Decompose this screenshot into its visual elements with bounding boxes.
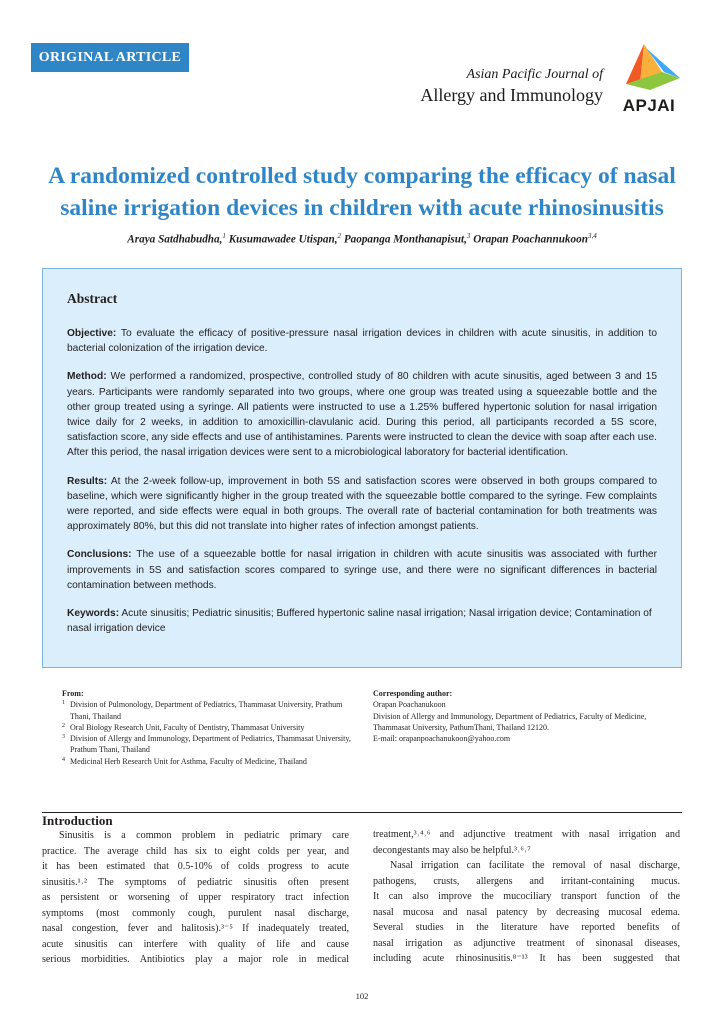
affiliation-item — [62, 733, 352, 756]
corresponding-author — [373, 688, 673, 744]
title-line-2: saline irrigation devices in children with acute rhinosinusitis — [60, 195, 664, 221]
affiliation-text: Division of Pulmonology, Department of Pediatrics, Thammasat University, Prathum Thani, Thailand — [70, 700, 343, 721]
author-affil: 2 — [337, 232, 342, 240]
text-line: it has been estimated that 0.5-10% of colds progress to acute — [42, 861, 349, 872]
text-line: sinusitis.¹˒² The symptoms of pediatric sinusitis often present — [42, 876, 349, 888]
text-line: Nasal irrigation can facilitate the removal of nasal discharge, — [390, 860, 680, 871]
abstract-results — [67, 474, 657, 535]
method-text: We performed a randomized, prospective, controlled study of 80 children with acute sinusitis, aged between 3 and 15 years. Participants were randomly separated into two groups, where one group was treated using a squeezable bottle and the other group treated using a syringe. All patients were instructed to use a 1.25% buffered hypertonic solution for nasal irrigation twice daily for 2 weeks, in addition to amoxicillin-clavulanic acid. During this period, all participants recorded a 5S score, satisfaction score, any side effects and use of antihistamines. Parents were instructed to clean the device with soap after each use. After this period, the nasal irrigation devices were sent to a microbiological laboratory for bacterial identification. — [67, 371, 657, 459]
objective-label: Objective: — [67, 328, 117, 339]
from-heading: From: — [62, 689, 84, 698]
author-affil: 3 — [466, 232, 471, 240]
abstract-method — [67, 369, 657, 460]
abstract-keywords — [67, 606, 657, 636]
affiliation-item — [62, 756, 352, 767]
author-affil: 1 — [222, 232, 226, 240]
affiliations — [62, 688, 352, 767]
text-line: symptoms (most commonly cough, purulent nasal discharge, — [42, 907, 349, 919]
affiliation-item — [62, 699, 352, 722]
text-line: Several studies in the literature have reported benefits of — [373, 922, 680, 933]
affiliation-num: 4 — [62, 756, 65, 763]
affiliation-num: 3 — [62, 734, 65, 741]
journal-name-line1: Asian Pacific Journal of — [466, 67, 603, 82]
affiliation-text: Division of Allergy and Immunology, Department of Pediatrics, Thammasat University, Prathum Thani, Thailand — [70, 734, 351, 755]
body-column-right — [373, 827, 680, 967]
author-name: Kusumawadee Utispan, — [225, 233, 338, 246]
keywords-label: Keywords: — [67, 608, 120, 620]
corresponding-email[interactable]: E-mail: orapanpoachanukoon@yahoo.com — [373, 734, 511, 744]
article-type-badge: ORIGINAL ARTICLE — [31, 43, 189, 72]
affiliation-num: 1 — [62, 700, 65, 707]
abstract-objective — [67, 326, 657, 356]
author-name: Paopanga Monthanapisut, — [341, 233, 467, 246]
corresponding-name: Orapan Poachanukoon — [373, 700, 446, 710]
journal-name — [420, 66, 603, 106]
text-line: treatment,³˒⁴˒⁶ and adjunctive treatment with nasal irrigation and — [373, 829, 680, 840]
text-line: nasal irrigation as adjunctive treatment of sinonasal diseases, — [373, 937, 680, 949]
abstract-box — [42, 268, 682, 668]
journal-name-line2: Allergy and Immunology — [420, 85, 603, 105]
author-name: Araya Satdhabudha, — [127, 233, 223, 246]
text-line: including acute rhinosinusitis.⁸⁻¹³ It has been suggested that — [373, 953, 680, 964]
article-title — [30, 160, 694, 224]
section-divider — [42, 812, 682, 813]
abstract-heading: Abstract — [67, 291, 118, 306]
conclusions-label: Conclusions: — [67, 549, 132, 561]
affiliation-text: Medicinal Herb Research Unit for Asthma, Faculty of Medicine, Thailand — [70, 756, 307, 766]
text-line: practice. The average child has six to eight colds per year, and — [42, 845, 349, 857]
introduction-heading: Introduction — [42, 813, 113, 828]
corresponding-address: Division of Allergy and Immunology, Department of Pediatrics, Faculty of Medicine, Thammasat University, PathumThani, Thailand 12120. — [373, 711, 647, 732]
author-name: Orapan Poachannukoon — [470, 233, 588, 246]
text-line: pathogens, crusts, allergens and irritant-containing mucus. — [373, 875, 680, 887]
method-label: Method: — [67, 371, 107, 383]
author-affil: 3,4 — [587, 232, 597, 240]
text-line: decongestants may also be helpful.³˒⁶˒⁷ — [373, 844, 531, 856]
text-line: serious morbidities. Antibiotics play a major role in medical — [42, 954, 349, 965]
affiliation-num: 2 — [62, 722, 65, 729]
title-line-1: A randomized controlled study comparing the efficacy of nasal — [48, 163, 676, 189]
corresponding-heading: Corresponding author: — [373, 689, 453, 698]
text-line: acute sinusitis can interfere with quality of life and cause — [42, 938, 349, 950]
page-number: 102 — [355, 991, 369, 1001]
results-text: At the 2-week follow-up, improvement in both 5S and satisfaction scores were observed in both groups compared to baseline, which were significantly higher in the group treated with the squeezable bottle compared to the syringe. Few complaints were reported, and side effects were equal in both groups. The overall rate of bacterial contamination for both treatments was approximately 80%, but this did not translate into higher rates of infection amongst patients. — [67, 475, 657, 533]
results-label: Results: — [67, 475, 108, 487]
conclusions-text: The use of a squeezable bottle for nasal irrigation in children with acute sinusitis was associated with further improvements in 5S and satisfaction scores compared to syringe use, and there were no significant differences in bacterial contamination between methods. — [67, 549, 657, 591]
objective-text: To evaluate the efficacy of positive-pressure nasal irrigation devices in children with acute sinusitis, in addition to bacterial colonization of the irrigation device. — [67, 328, 657, 355]
author-list — [30, 232, 694, 246]
affiliation-text: Oral Biology Research Unit, Faculty of Dentistry, Thammasat University — [70, 722, 305, 732]
affiliation-item — [62, 722, 352, 733]
abstract-conclusions — [67, 547, 657, 593]
logo-text: APJAI — [622, 96, 676, 115]
body-column-left — [42, 828, 349, 968]
keywords-text: Acute sinusitis; Pediatric sinusitis; Buffered hypertonic saline nasal irrigation; Nasal irrigation device; Contamination of nasal irrigation device — [67, 608, 652, 635]
text-line: It can also improve the mucociliary transport function of the — [373, 891, 680, 902]
text-line: as persistent or worsening of upper respiratory tract infection — [42, 892, 349, 903]
text-line: nasal mucosa and nasal patency by decreasing mucosal edema. — [373, 906, 680, 918]
text-line: Sinusitis is a common problem in pediatric primary care — [59, 830, 349, 841]
text-line: nasal congestion, fever and halitosis).³⁻⁵ If inadequately treated, — [42, 923, 349, 934]
